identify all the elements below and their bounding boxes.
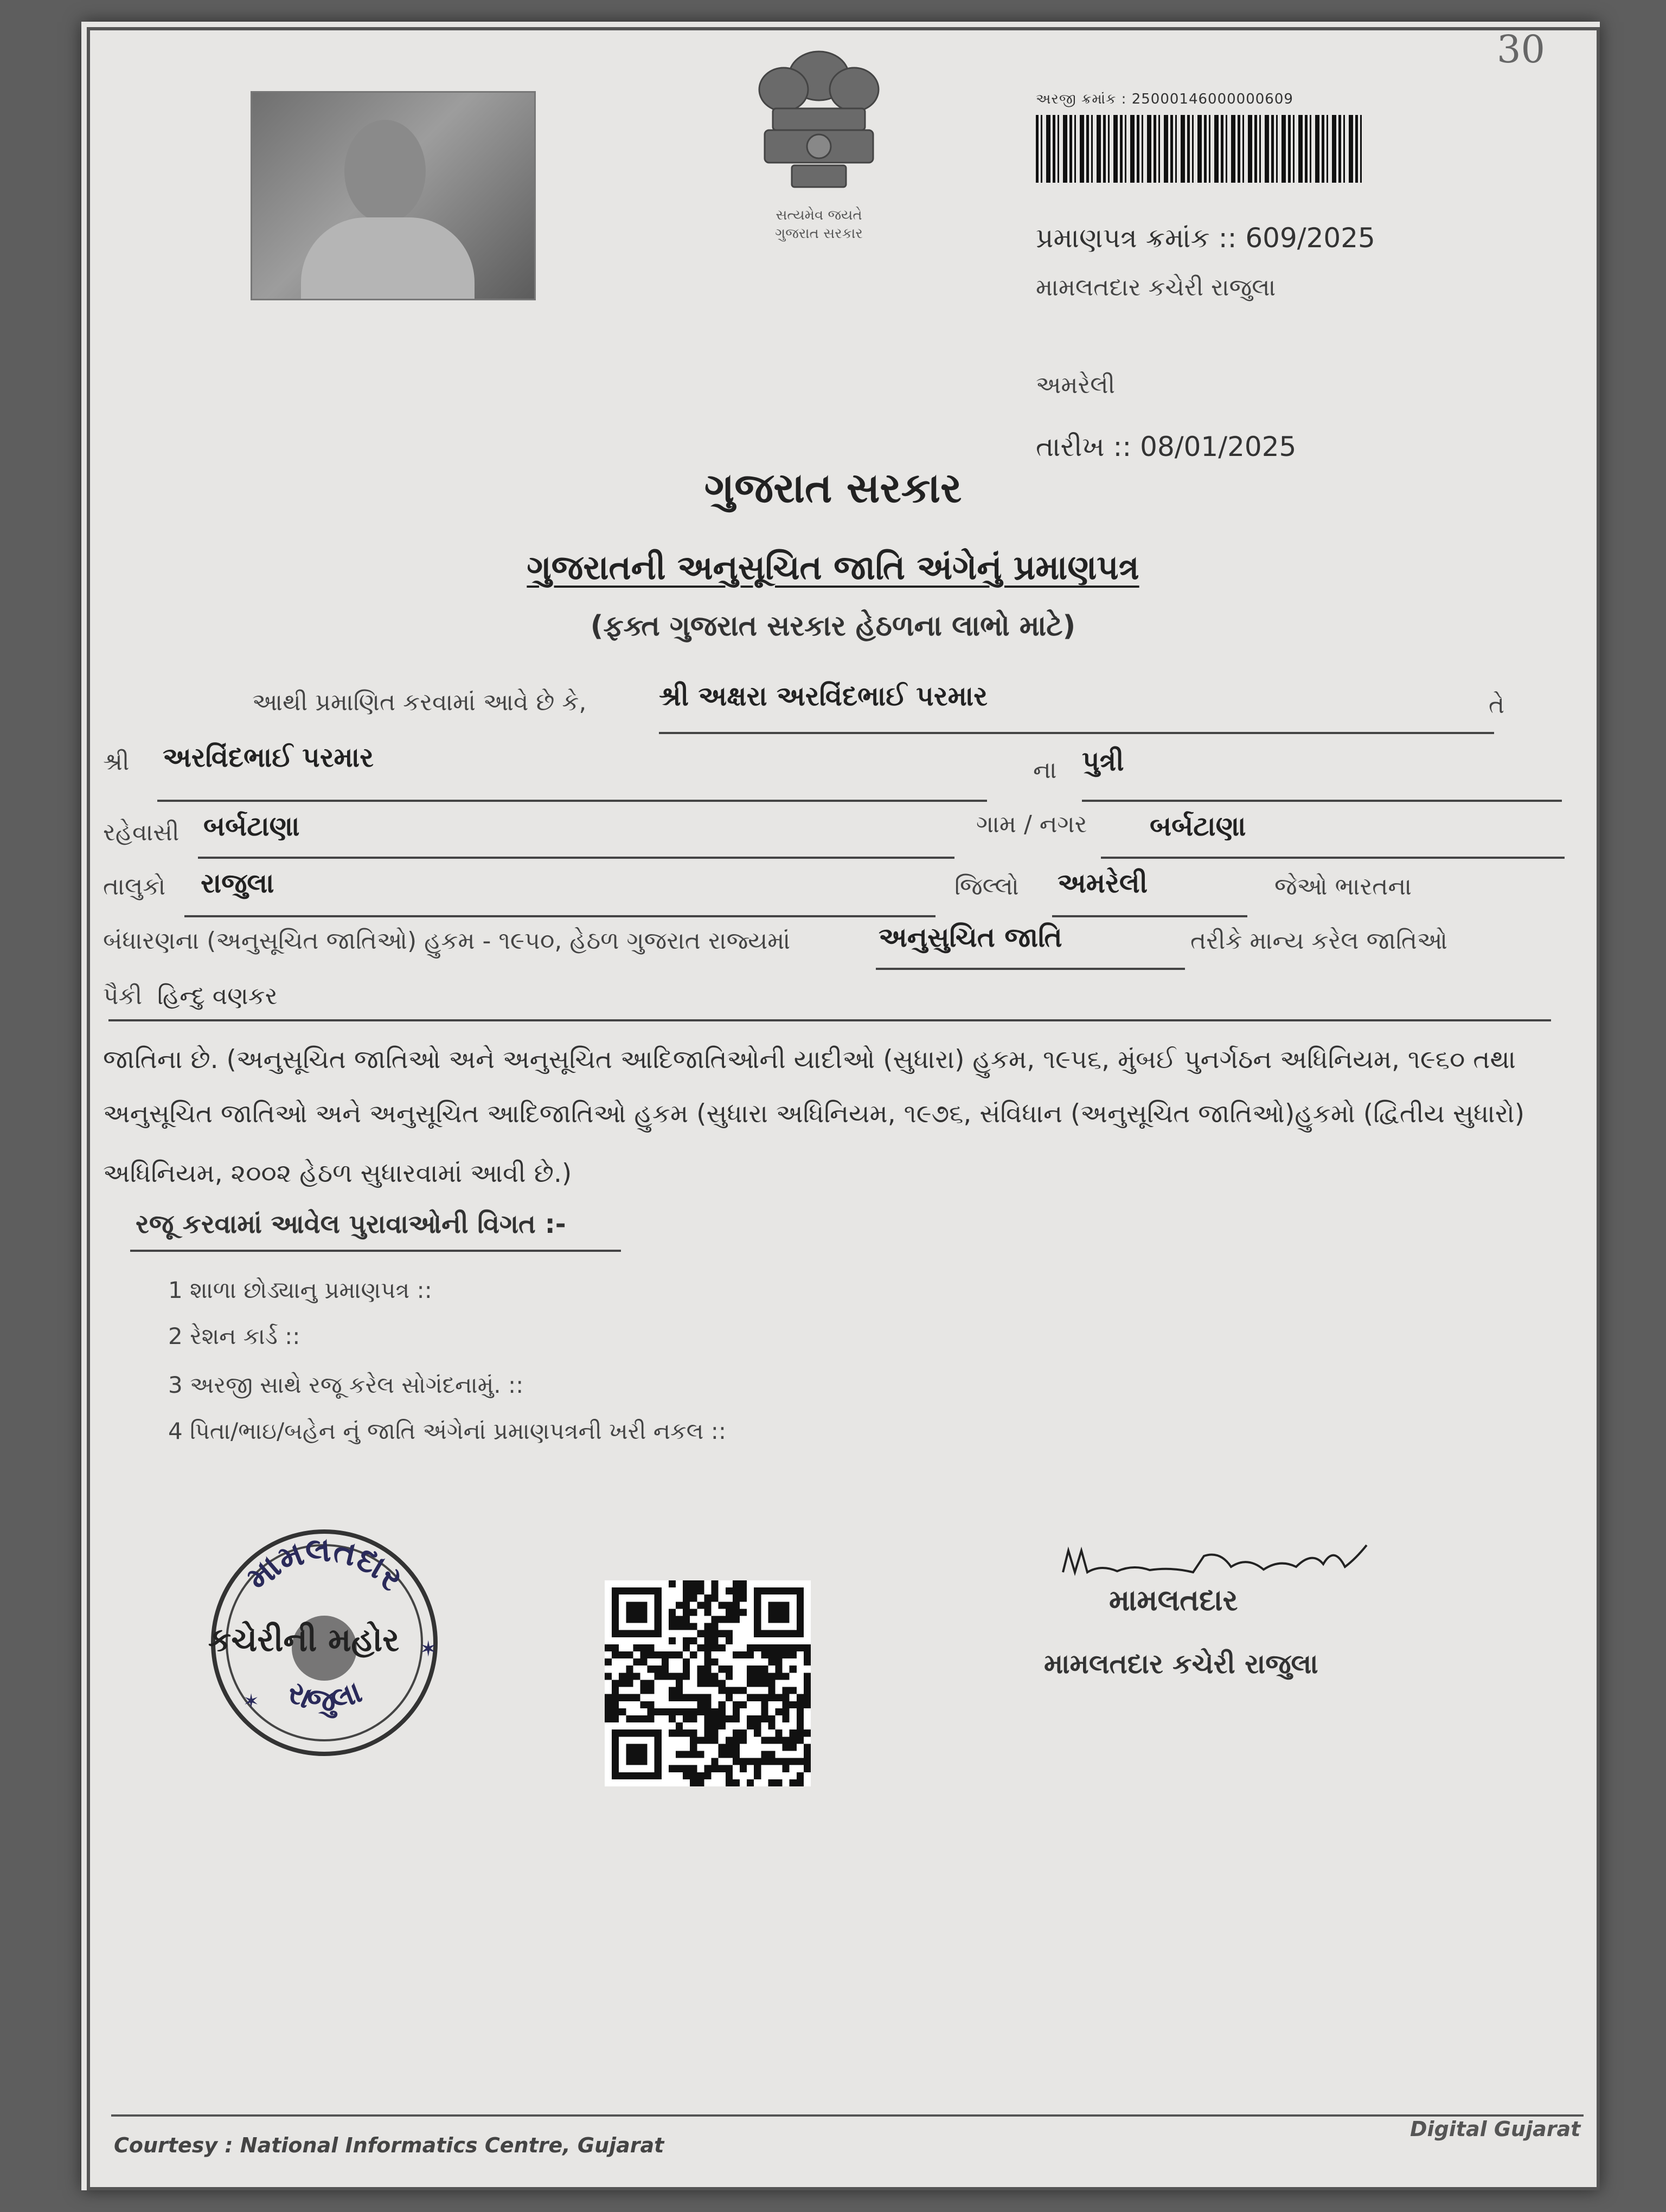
government-heading: ગુજરાત સરકાર [704,464,962,512]
name-line [659,732,1494,734]
caste-line [108,1019,1551,1021]
evidence-item: 2 રેશન કાર્ડ :: [168,1323,300,1349]
evidence-item: 4 પિતા/ભાઇ/બહેન નું જાતિ અંગેનાં પ્રમાણપત્રની ખરી નકલ :: [168,1418,727,1444]
page-number: 30 [1497,27,1546,72]
applicant-name: શ્રી અક્ષરા અરવિંદભાઈ પરમાર [659,680,988,712]
certificate-subtitle: (ફક્ત ગુજરાત સરકાર હેઠળના લાભો માટે) [590,610,1076,642]
svg-text:✶: ✶ [243,1690,260,1713]
certificate-date: તારીખ :: 08/01/2025 [1036,431,1297,462]
legal-text-line-1: જાતિના છે. (અનુસૂચિત જાતિઓ અને અનુસૂચિત આદિજાતિઓની યાદીઓ (સુધારા) હુકમ, ૧૯૫૬, મુંબઈ પુનર્ગઠન અધિનિયમ, ૧૯૬૦ તથા [103,1045,1516,1075]
national-emblem-icon [743,38,895,201]
signatory-title: મામલતદાર [1109,1583,1238,1617]
village-value: બર્બટાણા [1150,811,1246,842]
barcode [1036,115,1364,183]
svg-text:રાજુલા: રાજુલા [281,1674,367,1719]
certificate-number: પ્રમાણપત્ર ક્રમાંક :: 609/2025 [1036,222,1375,254]
village-line [1101,857,1565,859]
india-label: જેઓ ભારતના [1274,873,1412,901]
relation-line [1082,800,1562,802]
applicant-photo [251,91,536,300]
evidence-title: રજૂ કરવામાં આવેલ પુરાવાઓની વિગત :- [136,1209,566,1239]
legal-text-line-3: અધિનિયમ, ૨૦૦૨ હેઠળ સુધારવામાં આવી છે.) [103,1159,572,1188]
taluka-label: તાલુકો [103,873,166,901]
category-value: અનુસુચિત જાતિ [879,922,1062,953]
na-label: ના [1033,756,1057,784]
svg-text:✶: ✶ [419,1637,438,1662]
legal-text-line-2: અનુસૂચિત જાતિઓ અને અનુસૂચિત આદિજાતિઓ હુકમ (સુધારા અધિનિયમ, ૧૯૭૬, સંવિધાન (અનુસૂચિત જાતિઓ)હુકમો (દ્વિતીય સુધારો) [103,1099,1525,1129]
seal-center-text: કચેરીની મહોર [208,1621,400,1659]
resident-line [198,857,954,859]
category-line [876,968,1185,970]
evidence-title-underline [130,1250,621,1252]
issuing-office: મામલતદાર કચેરી રાજુલા [1036,274,1276,301]
relation-value: પુત્રી [1082,745,1124,777]
taluka-line [184,915,935,917]
application-number: અરજી ક્રમાંક : 25000146000000609 [1036,91,1293,107]
village-label: ગામ / નગર [976,811,1087,838]
resident-value: બર્બટાણા [203,811,300,842]
certificate-title: ગુજરાતની અનુસૂચિત જાતિ અંગેનું પ્રમાણપત્ર [527,548,1139,587]
district-label: જિલ્લો [954,873,1019,901]
emblem-caption: સત્યમેવ જયતે ગુજરાત સરકાર [775,207,863,242]
district-value: અમરેલી [1058,867,1148,899]
taluka-value: રાજુલા [201,867,274,899]
footer-rule [111,2114,1584,2117]
signatory-office: મામલતદાર કચેરી રાજુલા [1044,1648,1318,1680]
svg-text:મામલતદાર: મામલતદાર [238,1529,412,1598]
resident-label: રહેવાસી [103,819,180,846]
name-suffix: તે [1489,691,1505,719]
qr-code [605,1580,811,1786]
footer-courtesy: Courtesy : National Informatics Centre, Gujarat [114,2133,664,2157]
issuing-district: અમરેલી [1036,371,1116,399]
father-name: અરવિંદભાઈ પરમાર [163,742,374,773]
intro-label: આથી પ્રમાણિત કરવામાં આવે છે કે, [252,689,587,716]
evidence-item: 1 શાળા છોડ્યાનુ પ્રમાણપત્ર :: [168,1277,432,1303]
constitution-label: બંધારણના (અનુસૂચિત જાતિઓ) હુકમ - ૧૯૫૦, હેઠળ ગુજરાત રાજ્યમાં [103,927,791,955]
caste-value: હિન્દુ વણકર [157,982,278,1010]
footer-brand: Digital Gujarat [1410,2117,1581,2141]
caste-label: પૈકી [103,982,143,1010]
shri-label: શ્રી [103,748,130,776]
evidence-item: 3 અરજી સાથે રજૂ કરેલ સોગંદનામું. :: [168,1372,524,1398]
father-line [157,800,987,802]
recognized-label: તરીકે માન્ય કરેલ જાતિઓ [1190,927,1447,955]
district-line [1052,915,1247,917]
